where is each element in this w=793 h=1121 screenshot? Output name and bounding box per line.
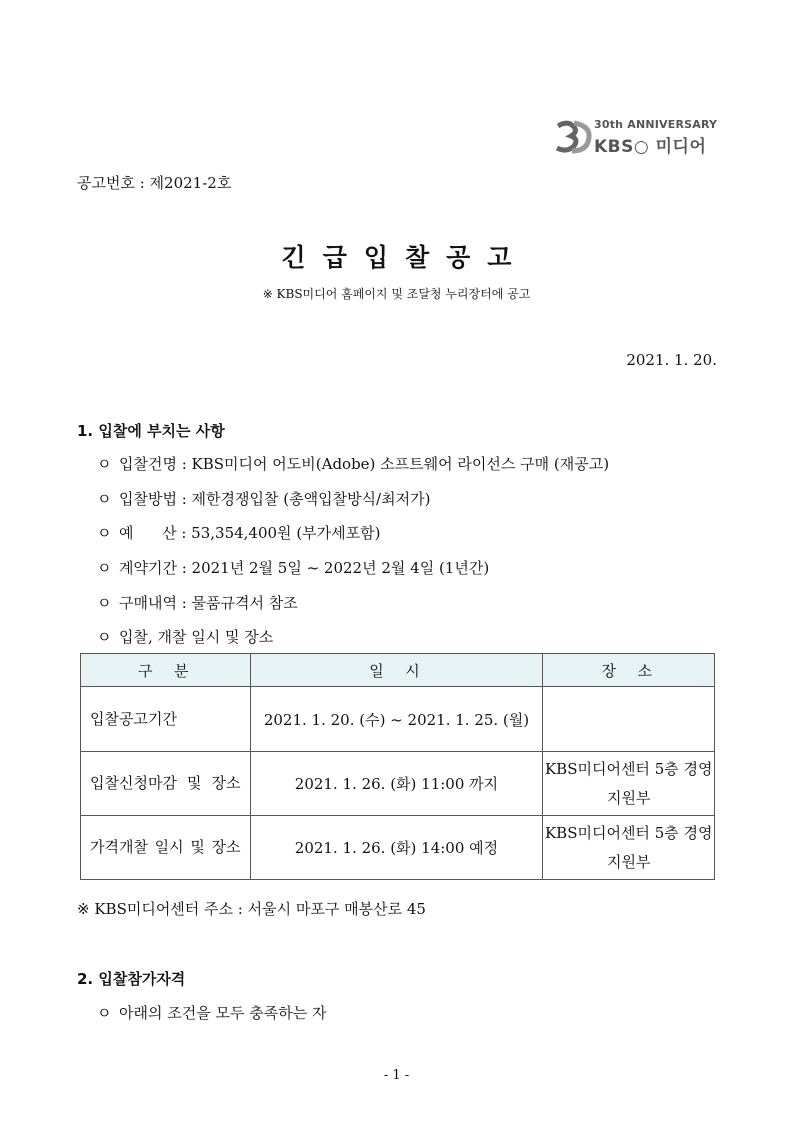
section-1-heading: 1. 입찰에 부치는 사항	[77, 422, 225, 440]
bullet-mark: ㅇ	[97, 1004, 112, 1022]
list-item-text: 예 산 : 53,354,400원 (부가세포함)	[119, 524, 381, 542]
30-emblem-icon	[554, 118, 592, 156]
header-category: 구 분	[81, 654, 251, 687]
header-datetime: 일 시	[250, 654, 543, 687]
page-subtitle: ※ KBS미디어 홈페이지 및 조달청 누리장터에 공고	[262, 287, 531, 301]
row-location: KBS미디어센터 5층 경영지원부	[543, 816, 715, 880]
list-item-text: 아래의 조건을 모두 충족하는 자	[119, 1004, 327, 1022]
bullet-mark: ㅇ	[97, 594, 112, 612]
bullet-mark: ㅇ	[97, 524, 112, 542]
row-label: 입찰신청마감 및 장소	[81, 752, 251, 816]
list-item	[97, 453, 609, 474]
table-header-row	[81, 654, 715, 687]
row-label: 가격개찰 일시 및 장소	[81, 816, 251, 880]
list-item-text: 구매내역 : 물품규격서 참조	[119, 594, 298, 612]
row-datetime: 2021. 1. 26. (화) 14:00 예정	[250, 816, 543, 880]
row-location	[543, 687, 715, 752]
logo-anniversary-text: 30th ANNIVERSARY	[594, 118, 718, 131]
list-item-text: 입찰방법 : 제한경쟁입찰 (총액입찰방식/최저가)	[119, 490, 431, 508]
notice-date: 2021. 1. 20.	[626, 351, 717, 369]
row-datetime: 2021. 1. 20. (수) ~ 2021. 1. 25. (월)	[250, 687, 543, 752]
page-number: - 1 -	[383, 1068, 410, 1083]
schedule-table	[80, 653, 715, 880]
bullet-mark: ㅇ	[97, 490, 112, 508]
page-title: 긴급입찰공고	[281, 243, 529, 272]
notice-number: 공고번호 : 제2021-2호	[77, 174, 232, 192]
list-item	[97, 592, 298, 613]
list-item	[97, 557, 489, 578]
list-item	[97, 488, 430, 509]
address-footnote: ※ KBS미디어센터 주소 : 서울시 마포구 매봉산로 45	[77, 900, 426, 918]
list-item-text: 입찰, 개찰 일시 및 장소	[119, 628, 274, 646]
section-2-heading: 2. 입찰참가자격	[77, 970, 186, 988]
list-item	[97, 522, 380, 543]
row-label: 입찰공고기간	[81, 687, 251, 752]
bullet-mark: ㅇ	[97, 628, 112, 646]
list-item	[97, 1002, 326, 1023]
list-item-text: 계약기간 : 2021년 2월 5일 ~ 2022년 2월 4일 (1년간)	[119, 559, 490, 577]
table-row	[81, 816, 715, 880]
table-row	[81, 752, 715, 816]
header-location: 장 소	[543, 654, 715, 687]
table-row	[81, 687, 715, 752]
company-logo	[554, 118, 719, 156]
bullet-mark: ㅇ	[97, 455, 112, 473]
bullet-mark: ㅇ	[97, 559, 112, 577]
logo-company-name: KBS○ 미디어	[594, 137, 707, 157]
list-item	[97, 626, 273, 647]
row-datetime: 2021. 1. 26. (화) 11:00 까지	[250, 752, 543, 816]
row-location: KBS미디어센터 5층 경영지원부	[543, 752, 715, 816]
list-item-text: 입찰건명 : KBS미디어 어도비(Adobe) 소프트웨어 라이선스 구매 (재공고)	[119, 455, 610, 473]
